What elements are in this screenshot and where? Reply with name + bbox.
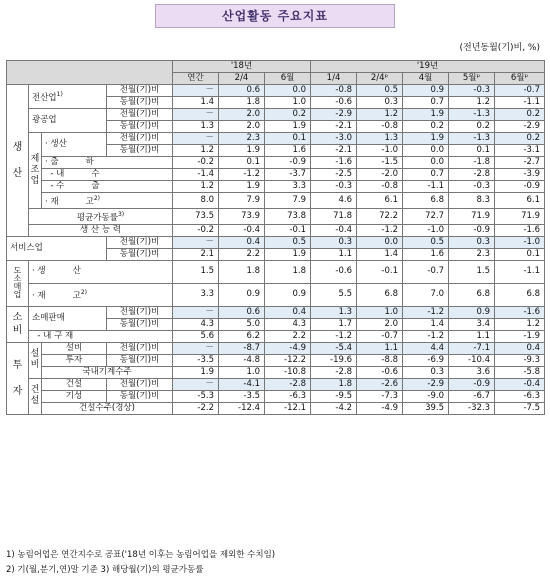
value-cell: 0.2 xyxy=(265,109,311,121)
value-cell: 1.1 xyxy=(357,342,403,354)
value-cell: -3.7 xyxy=(265,169,311,181)
value-cell: 1.8 xyxy=(219,260,265,283)
col-header: 연간 xyxy=(173,73,219,85)
value-cell: 0.0 xyxy=(403,145,449,157)
row-label: 건설수주(경상) xyxy=(42,402,173,414)
value-cell: 0.1 xyxy=(449,145,495,157)
value-cell: -0.4 xyxy=(311,224,357,236)
value-cell: 1.4 xyxy=(357,248,403,260)
value-cell: 8.0 xyxy=(173,193,219,209)
value-cell: 0.5 xyxy=(357,85,403,97)
value-cell: 1.1 xyxy=(449,330,495,342)
row-label: 국내기계수주 xyxy=(42,366,173,378)
value-cell: -12.2 xyxy=(265,354,311,366)
value-cell: -2.8 xyxy=(265,378,311,390)
value-cell: 0.7 xyxy=(403,97,449,109)
value-cell: 72.7 xyxy=(403,208,449,224)
value-cell: -1.9 xyxy=(495,330,545,342)
value-cell: 0.2 xyxy=(495,109,545,121)
value-cell: -1.2 xyxy=(403,330,449,342)
value-cell: -0.8 xyxy=(357,181,403,193)
value-cell: 73.8 xyxy=(265,208,311,224)
value-cell: － xyxy=(173,236,219,248)
value-cell: 1.4 xyxy=(173,97,219,109)
value-cell: -7.1 xyxy=(449,342,495,354)
value-cell: -1.4 xyxy=(173,169,219,181)
value-cell: -7.3 xyxy=(357,390,403,402)
value-cell: -0.9 xyxy=(495,181,545,193)
value-cell: 2.2 xyxy=(265,330,311,342)
value-cell: 6.8 xyxy=(403,193,449,209)
col-header: 2/4 xyxy=(219,73,265,85)
value-cell: -12.4 xyxy=(219,402,265,414)
col-header: 6월ᵖ xyxy=(495,73,545,85)
value-cell: -19.6 xyxy=(311,354,357,366)
value-cell: 0.3 xyxy=(311,236,357,248)
value-cell: 1.9 xyxy=(403,133,449,145)
value-cell: 1.3 xyxy=(357,133,403,145)
value-cell: -0.6 xyxy=(311,97,357,109)
row-label: · 생산 xyxy=(42,133,107,157)
row-sublabel: 동월(기)비 xyxy=(107,121,173,133)
value-cell: -1.0 xyxy=(357,145,403,157)
value-cell: -1.1 xyxy=(495,260,545,283)
value-cell: 1.2 xyxy=(173,181,219,193)
value-cell: 6.1 xyxy=(495,193,545,209)
row-label: 소매판매 xyxy=(29,306,107,330)
value-cell: 0.3 xyxy=(449,236,495,248)
value-cell: － xyxy=(173,342,219,354)
value-cell: -3.0 xyxy=(311,133,357,145)
col-header: 1/4 xyxy=(311,73,357,85)
value-cell: -3.9 xyxy=(495,169,545,181)
value-cell: 0.9 xyxy=(219,283,265,306)
value-cell: -6.3 xyxy=(265,390,311,402)
value-cell: 2.0 xyxy=(357,318,403,330)
row-label: - 수 출 xyxy=(42,181,173,193)
value-cell: -0.8 xyxy=(357,121,403,133)
group-construction: 건 설 xyxy=(29,378,42,414)
row-label: 투자 xyxy=(42,354,107,366)
row-sublabel: 동월(기)비 xyxy=(107,390,173,402)
value-cell: 8.3 xyxy=(449,193,495,209)
value-cell: 71.9 xyxy=(449,208,495,224)
value-cell: -5.3 xyxy=(173,390,219,402)
group-investment: 투 자 xyxy=(7,342,29,414)
value-cell: 3.3 xyxy=(173,283,219,306)
value-cell: -10.4 xyxy=(449,354,495,366)
value-cell: 1.2 xyxy=(173,145,219,157)
col-header: 5월ᵖ xyxy=(449,73,495,85)
value-cell: 4.4 xyxy=(403,342,449,354)
value-cell: － xyxy=(173,133,219,145)
value-cell: -2.6 xyxy=(357,378,403,390)
value-cell: 5.0 xyxy=(219,318,265,330)
value-cell: 6.2 xyxy=(219,330,265,342)
group-manufacturing: 제 조 업 xyxy=(29,133,42,209)
value-cell: 1.9 xyxy=(219,145,265,157)
value-cell: -2.9 xyxy=(495,121,545,133)
value-cell: 73.9 xyxy=(219,208,265,224)
value-cell: 4.6 xyxy=(311,193,357,209)
value-cell: 0.0 xyxy=(265,85,311,97)
value-cell: 0.9 xyxy=(403,85,449,97)
value-cell: -32.3 xyxy=(449,402,495,414)
value-cell: -0.1 xyxy=(357,260,403,283)
value-cell: 1.2 xyxy=(357,109,403,121)
value-cell: -2.8 xyxy=(311,366,357,378)
value-cell: 5.5 xyxy=(311,283,357,306)
value-cell: 1.8 xyxy=(311,378,357,390)
value-cell: -1.0 xyxy=(495,236,545,248)
value-cell: 0.0 xyxy=(357,236,403,248)
value-cell: 4.3 xyxy=(173,318,219,330)
value-cell: 1.1 xyxy=(311,248,357,260)
value-cell: 71.8 xyxy=(311,208,357,224)
value-cell: -0.6 xyxy=(357,366,403,378)
value-cell: -1.2 xyxy=(403,306,449,318)
value-cell: -1.2 xyxy=(219,169,265,181)
value-cell: -1.6 xyxy=(495,224,545,236)
row-sublabel: 전월(기)비 xyxy=(107,85,173,97)
value-cell: -4.2 xyxy=(311,402,357,414)
value-cell: 72.2 xyxy=(357,208,403,224)
value-cell: 0.0 xyxy=(403,157,449,169)
row-label: 기성 xyxy=(42,390,107,402)
value-cell: 2.3 xyxy=(449,248,495,260)
value-cell: 0.2 xyxy=(403,121,449,133)
page-title: 산업활동 주요지표 xyxy=(155,4,395,28)
value-cell: 1.2 xyxy=(495,318,545,330)
value-cell: 2.1 xyxy=(173,248,219,260)
value-cell: 39.5 xyxy=(403,402,449,414)
value-cell: 0.2 xyxy=(495,133,545,145)
value-cell: -6.3 xyxy=(495,390,545,402)
value-cell: 0.6 xyxy=(219,306,265,318)
value-cell: 6.8 xyxy=(449,283,495,306)
row-sublabel: 동월(기)비 xyxy=(107,97,173,109)
row-label: · 재 고$^{2)}$ xyxy=(29,283,173,306)
value-cell: 1.3 xyxy=(311,306,357,318)
value-cell: -6.9 xyxy=(403,354,449,366)
value-cell: 6.1 xyxy=(357,193,403,209)
value-cell: 1.7 xyxy=(311,318,357,330)
row-sublabel: 전월(기)비 xyxy=(107,306,173,318)
value-cell: -6.7 xyxy=(449,390,495,402)
value-cell: -9.3 xyxy=(495,354,545,366)
value-cell: 3.4 xyxy=(449,318,495,330)
row-label: 건설 xyxy=(42,378,107,390)
row-sublabel: 동월(기)비 xyxy=(107,145,173,157)
value-cell: － xyxy=(173,378,219,390)
value-cell: -1.2 xyxy=(311,330,357,342)
value-cell: -2.7 xyxy=(495,157,545,169)
value-cell: 0.7 xyxy=(403,169,449,181)
value-cell: 1.9 xyxy=(173,366,219,378)
value-cell: 0.1 xyxy=(265,133,311,145)
value-cell: -0.2 xyxy=(173,224,219,236)
row-label: 설비 xyxy=(42,342,107,354)
value-cell: 1.4 xyxy=(403,318,449,330)
value-cell: -1.3 xyxy=(449,133,495,145)
value-cell: -1.1 xyxy=(403,181,449,193)
value-cell: -0.9 xyxy=(449,378,495,390)
value-cell: 1.9 xyxy=(265,121,311,133)
unit-label: (전년동월(기)비, %) xyxy=(459,43,540,53)
value-cell: -0.7 xyxy=(403,260,449,283)
value-cell: 1.8 xyxy=(265,260,311,283)
value-cell: － xyxy=(173,109,219,121)
value-cell: 1.6 xyxy=(265,145,311,157)
value-cell: -0.3 xyxy=(449,85,495,97)
value-cell: 73.5 xyxy=(173,208,219,224)
col-header: 4월 xyxy=(403,73,449,85)
value-cell: 1.3 xyxy=(173,121,219,133)
value-cell: -3.5 xyxy=(219,390,265,402)
row-label: 서비스업 xyxy=(7,236,107,260)
value-cell: 0.9 xyxy=(265,283,311,306)
value-cell: 0.1 xyxy=(495,248,545,260)
value-cell: -0.6 xyxy=(311,260,357,283)
value-cell: 7.9 xyxy=(265,193,311,209)
value-cell: 0.2 xyxy=(449,121,495,133)
value-cell: -0.4 xyxy=(495,378,545,390)
value-cell: -0.2 xyxy=(173,157,219,169)
value-cell: 1.6 xyxy=(403,248,449,260)
value-cell: 1.9 xyxy=(403,109,449,121)
value-cell: -1.2 xyxy=(357,224,403,236)
value-cell: -10.8 xyxy=(265,366,311,378)
row-sublabel: 전월(기)비 xyxy=(107,378,173,390)
value-cell: 1.9 xyxy=(265,248,311,260)
value-cell: 0.6 xyxy=(219,85,265,97)
value-cell: -2.1 xyxy=(311,145,357,157)
value-cell: 0.9 xyxy=(449,306,495,318)
value-cell: -1.6 xyxy=(495,306,545,318)
group-retail: 도 소 매 업 xyxy=(7,260,29,306)
group-facility: 설 비 xyxy=(29,342,42,378)
footnote-1: 1) 농림어업은 연간지수로 공표('18년 이후는 농림어업을 제외한 수치임) xyxy=(6,550,276,560)
value-cell: -2.8 xyxy=(449,169,495,181)
value-cell: -0.8 xyxy=(311,85,357,97)
row-label: - 내 구 재 xyxy=(29,330,173,342)
value-cell: -4.9 xyxy=(265,342,311,354)
value-cell: -1.8 xyxy=(449,157,495,169)
value-cell: 5.6 xyxy=(173,330,219,342)
value-cell: 1.8 xyxy=(219,97,265,109)
value-cell: 7.0 xyxy=(403,283,449,306)
value-cell: -2.0 xyxy=(357,169,403,181)
row-sublabel: 동월(기)비 xyxy=(107,354,173,366)
value-cell: -2.2 xyxy=(173,402,219,414)
value-cell: -0.3 xyxy=(311,181,357,193)
value-cell: 0.3 xyxy=(403,366,449,378)
value-cell: 2.3 xyxy=(219,133,265,145)
value-cell: -1.1 xyxy=(495,97,545,109)
value-cell: -1.6 xyxy=(311,157,357,169)
footnote-2: 2) 기(월,분기,연)말 기준 3) 해당월(기)의 평균가동률 xyxy=(6,565,204,575)
value-cell: 0.3 xyxy=(357,97,403,109)
col-header: 6월 xyxy=(265,73,311,85)
value-cell: -12.1 xyxy=(265,402,311,414)
value-cell: 1.9 xyxy=(219,181,265,193)
row-label: 생 산 능 력 xyxy=(29,224,173,236)
row-sublabel: 전월(기)비 xyxy=(107,342,173,354)
value-cell: -2.1 xyxy=(311,121,357,133)
value-cell: -1.5 xyxy=(357,157,403,169)
value-cell: 2.0 xyxy=(219,121,265,133)
value-cell: -0.7 xyxy=(495,85,545,97)
value-cell: -0.4 xyxy=(219,224,265,236)
value-cell: -0.1 xyxy=(265,224,311,236)
value-cell: -0.3 xyxy=(449,181,495,193)
row-label: 광공업 xyxy=(29,109,107,133)
indicator-table xyxy=(6,60,545,415)
row-label: · 재 고$^{2)}$ xyxy=(42,193,173,209)
value-cell: -9.0 xyxy=(403,390,449,402)
value-cell: -5.4 xyxy=(311,342,357,354)
group-production: 생 산 xyxy=(7,85,29,237)
value-cell: -9.5 xyxy=(311,390,357,402)
value-cell: -2.9 xyxy=(403,378,449,390)
row-label: · 출 하 xyxy=(42,157,173,169)
row-sublabel: 전월(기)비 xyxy=(107,236,173,248)
row-label: 평균가동률$^{3)}$ xyxy=(29,208,173,224)
value-cell: -3.1 xyxy=(495,145,545,157)
value-cell: 0.5 xyxy=(403,236,449,248)
col-header: 2/4ᵖ xyxy=(357,73,403,85)
value-cell: 6.8 xyxy=(357,283,403,306)
value-cell: 0.4 xyxy=(265,306,311,318)
value-cell: 3.3 xyxy=(265,181,311,193)
value-cell: 0.4 xyxy=(495,342,545,354)
value-cell: -4.8 xyxy=(219,354,265,366)
value-cell: -0.9 xyxy=(265,157,311,169)
value-cell: -8.8 xyxy=(357,354,403,366)
group-consumption: 소 비 xyxy=(7,306,29,342)
value-cell: -1.0 xyxy=(403,224,449,236)
header-2018: '18년 xyxy=(173,61,311,73)
value-cell: -5.8 xyxy=(495,366,545,378)
value-cell: 1.5 xyxy=(449,260,495,283)
row-sublabel: 전월(기)비 xyxy=(107,109,173,121)
value-cell: 3.6 xyxy=(449,366,495,378)
row-sublabel: 동월(기)비 xyxy=(107,318,173,330)
value-cell: -2.5 xyxy=(311,169,357,181)
value-cell: 1.0 xyxy=(265,97,311,109)
header-2019: '19년 xyxy=(311,61,545,73)
value-cell: 0.5 xyxy=(265,236,311,248)
value-cell: 7.9 xyxy=(219,193,265,209)
value-cell: 4.3 xyxy=(265,318,311,330)
value-cell: 6.8 xyxy=(495,283,545,306)
row-label: - 내 수 xyxy=(42,169,173,181)
value-cell: -2.9 xyxy=(311,109,357,121)
value-cell: 71.9 xyxy=(495,208,545,224)
value-cell: 1.5 xyxy=(173,260,219,283)
value-cell: -0.7 xyxy=(357,330,403,342)
value-cell: -4.1 xyxy=(219,378,265,390)
value-cell: 0.4 xyxy=(219,236,265,248)
value-cell: -8.7 xyxy=(219,342,265,354)
value-cell: － xyxy=(173,85,219,97)
value-cell: 2.0 xyxy=(219,109,265,121)
value-cell: 1.2 xyxy=(449,97,495,109)
row-sublabel: 전월(기)비 xyxy=(107,133,173,145)
value-cell: -7.5 xyxy=(495,402,545,414)
value-cell: － xyxy=(173,306,219,318)
row-sublabel: 동월(기)비 xyxy=(107,248,173,260)
value-cell: -4.9 xyxy=(357,402,403,414)
value-cell: -0.9 xyxy=(449,224,495,236)
row-label: 전산업$^{1)}$ xyxy=(29,85,107,109)
value-cell: -1.3 xyxy=(449,109,495,121)
header-corner xyxy=(7,61,173,85)
value-cell: 0.1 xyxy=(219,157,265,169)
row-label: · 생 산 xyxy=(29,260,173,283)
value-cell: 1.0 xyxy=(219,366,265,378)
value-cell: -3.5 xyxy=(173,354,219,366)
value-cell: 1.0 xyxy=(357,306,403,318)
value-cell: 2.2 xyxy=(219,248,265,260)
